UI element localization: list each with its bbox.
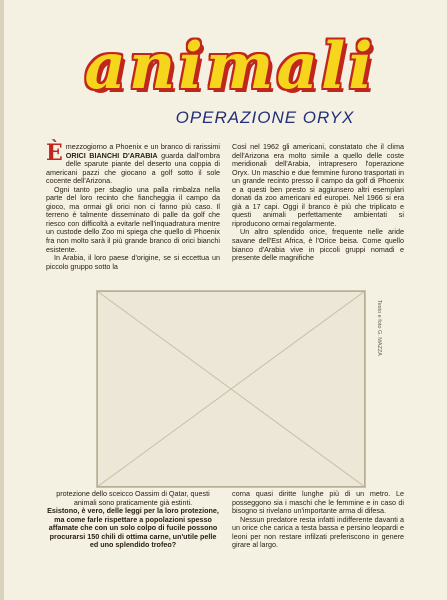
drop-cap: È [46, 140, 63, 166]
article-title: OPERAZIONE ORYX [175, 108, 355, 127]
column-3-paragraph-1: protezione dello sceicco Oassim di Qatar, questi animali sono praticamente già estinti. [56, 489, 210, 507]
column-2-paragraph-2: Un altro splendido orice, frequente nelle aride savane dell'Est Africa, è l'Orice beisa. Come quello bianco d'Arabia vive in piccoli gruppi nomadi e presente delle magnifiche [232, 227, 404, 263]
article-column-3 [46, 490, 220, 550]
article-column-1 [46, 140, 220, 271]
column-3-paragraph-2: Esistono, è vero, delle leggi per la loro protezione, ma come farle rispettare a popolazioni spesso affamate che con un solo colpo di fucile possono procurarsi 150 chili di ottima carne, un'utile pelle ed uno splendido trofeo? [47, 506, 219, 550]
column-1-paragraph-3: In Arabia, il loro paese d'origine, se si eccettua un piccolo gruppo sotto la [46, 253, 220, 271]
species-name: ORICI BIANCHI D'ARABIA [65, 150, 158, 160]
photo-credit: Testo e foto G. MAZZA [376, 300, 382, 356]
image-placeholder [97, 291, 365, 487]
masthead-title: animali [84, 29, 376, 104]
column-4-paragraph-2: Nessun predatore resta infatti indifferente davanti a un orice che carica a testa bassa e persino leopardi e leoni per non restare infilzati preferiscono in genere girare al largo. [232, 514, 404, 550]
column-4-paragraph-1: corna quasi diritte lunghe più di un metro. Le posseggono sia i maschi che le femmine e in caso di bisogno si rivelano un'importante arma di difesa. [232, 489, 404, 516]
column-2-paragraph-1: Così nel 1962 gli americani, constatato che il clima dell'Arizona era molto simile a quello delle coste meridionali dell'Arabia, intrapresero l'operazione Oryx. Un maschio e due femmine furono trasportati in un grande recinto presso il campo da golf di Phoenix e a questi ben presto si aggiunsero altri esemplari donati da zoo americani ed europei. Nel 1966 si era già a 17 capi. Oggi il branco è più che triplicato e questi animali perfettamente ambientati si riproducono ormai regolarmente. [232, 142, 404, 228]
binding-edge [0, 0, 4, 600]
column-1-paragraph-2: Ogni tanto per sbaglio una palla rimbalza nella parte del loro recinto che fiancheggia il campo da gioco, ma ormai gli orici non ci fanno più caso. Il terreno è talmente disseminato di palle da golf che riesco con difficoltà a evitarle nell'inquadratura mentre un custode dello Zoo mi spiega che quello di Phoenix fra non molto sarà il più grande branco di orici bianchi esistente. [46, 184, 220, 254]
oryx-photo [96, 290, 366, 488]
column-1-paragraph-1: Èmezzogiorno a Phoenix e un branco di rarissimi ORICI BIANCHI D'ARABIA guarda dall'ombra delle sparute piante del deserto una coppia di americani pazzi che giocano a golf sotto il sole cocente dell'Arizona. [46, 140, 220, 186]
article-column-2 [232, 143, 404, 263]
section-masthead [70, 29, 390, 104]
article-column-4 [232, 490, 404, 550]
